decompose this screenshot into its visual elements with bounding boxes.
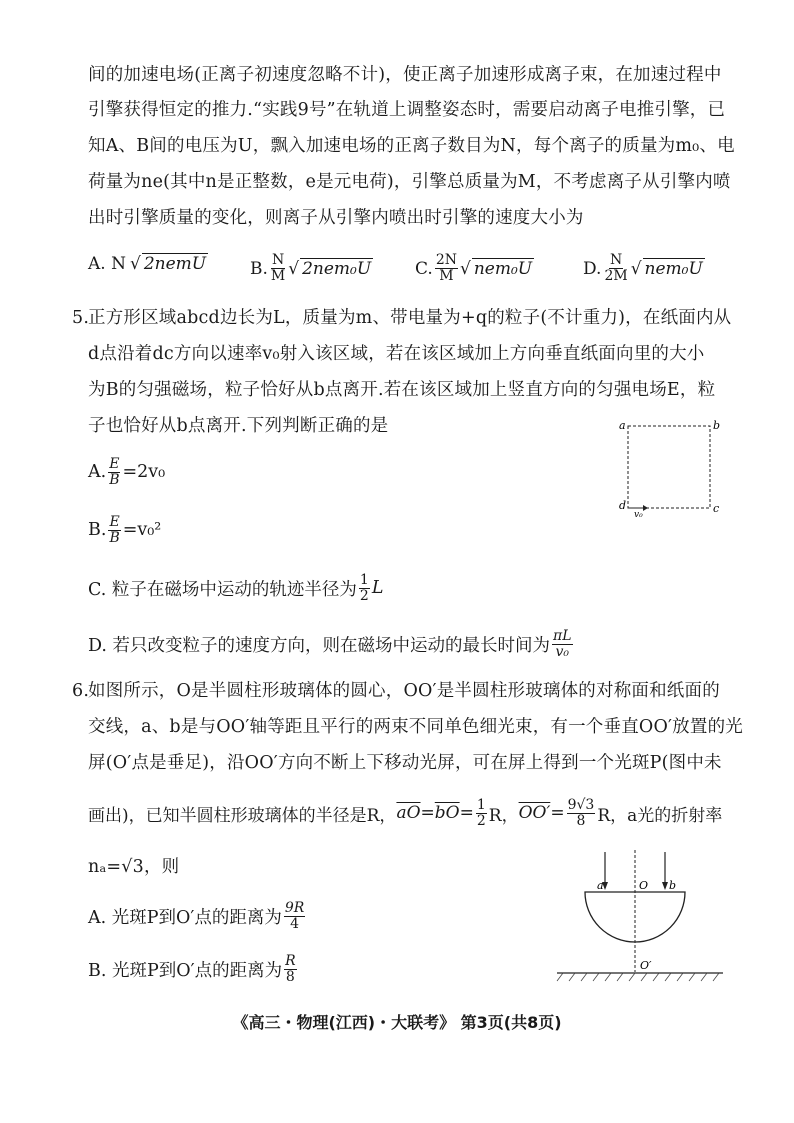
q6-option-a-numerator: 9R [284,899,305,916]
q5-option-d-denominator: v₀ [555,643,570,660]
q6-option-b [88,949,299,989]
page-footer: 《高三・物理(江西)・大联考》 第3页(共8页) [232,1013,562,1032]
q4-option-b: B. $\frac{N}{M}$ √ 2nem₀U [250,252,372,284]
center-o-label: O [639,879,649,892]
q4-option-a-radicand: 2nemU [143,254,207,274]
q6-line-5: nₐ=√3，则 [88,857,180,877]
q5-option-c-denominator: 2 [359,587,369,604]
velocity-label: v₀ [634,510,643,518]
square-region [628,426,710,508]
screen-hatching [557,973,719,981]
q6-option-a-fraction [284,901,305,932]
oo-denominator: 8 [576,812,586,829]
q6-option-b-text: B. 光斑P到O′点的距离为 [88,960,283,981]
q5-option-c-numerator: 1 [359,571,369,588]
q4-option-b-radicand: 2nem₀U [302,259,372,279]
beam-b-arrowhead [662,882,668,890]
q5-option-b-fraction [108,515,120,546]
q5-option-c [88,568,383,608]
q4-option-c-fraction [435,253,458,284]
q5-option-d-text: D. 若只改变粒子的速度方向，则在磁场中运动的最长时间为 [88,635,551,656]
q5-option-b-denominator: B [109,529,120,546]
corner-a-label: a [619,419,626,432]
q5-option-c-tail: L [371,578,384,598]
q6-line-4 [88,791,722,835]
q4-option-d-label: D. [583,258,602,279]
equals-sign: = [420,803,435,823]
equals-sign: = [550,803,565,823]
q5-square-figure [612,414,728,518]
q6-line-1: 如图所示，O是半圆柱形玻璃体的圆心，OO′是半圆柱形玻璃体的对称面和纸面的 [88,681,720,701]
q5-option-b-numerator: E [109,513,120,530]
q4-option-c: C. $\frac{2N}{M}$ √ nem₀U [415,252,533,284]
q5-option-d-fraction [552,629,573,660]
q5-option-a-numerator: E [109,455,120,472]
q5-line-3: 为B的匀强磁场，粒子恰好从b点离开.若在该区域加上竖直方向的匀强电场E，粒 [88,380,716,400]
q5-line-1: 正方形区域abcd边长为L，质量为m、带电量为+q的粒子(不计重力)，在纸面内从 [88,308,732,328]
segment-ao: $\overline{aO}$ [396,803,421,823]
q6-line-4-suffix: R，a光的折射率 [597,805,723,826]
q4-option-d-radicand: nem₀U [644,259,703,279]
q4-line-2: 引擎获得恒定的推力.“实践9号”在轨道上调整姿态时，需要启动离子电推引擎，已 [88,100,726,120]
half-numerator: 1 [476,796,486,813]
q5-option-b [88,510,161,550]
q4-line-4: 荷量为ne(其中n是正整数，e是元电荷)，引擎总质量为M，不考虑离子从引擎内喷 [88,172,731,192]
corner-c-label: c [713,502,720,515]
velocity-arrowhead [643,505,648,511]
q5-option-d [88,624,575,664]
q4-option-d-denominator: 2M [604,268,628,284]
q6-option-a-text: A. 光斑P到O′点的距离为 [88,907,282,928]
q5-number: 5. [72,308,90,328]
foot-o-prime-label: O′ [640,959,652,972]
corner-b-label: b [713,419,721,432]
q6-line-4-prefix: 画出)，已知半圆柱形玻璃体的半径是R， [88,805,397,826]
q4-option-c-denominator: M [439,268,454,284]
q6-option-b-denominator: 8 [285,968,295,985]
beam-a-label: a [597,879,604,892]
q6-option-a [88,896,307,936]
q6-option-b-numerator: R [285,952,296,969]
q4-option-c-radicand: nem₀U [473,259,533,279]
q5-option-a-denominator: B [109,471,120,488]
q5-line-4: 子也恰好从b点离开.下列判断正确的是 [88,416,389,436]
half-denominator: 2 [476,812,486,829]
q4-option-c-numerator: 2N [435,252,457,268]
q5-option-c-fraction [359,573,370,604]
q5-line-2: d点沿着dc方向以速率v₀射入该区域，若在该区域加上方向垂直纸面向里的大小 [88,344,705,364]
q4-option-b-label: B. [250,258,268,279]
q6-line-3: 屏(O′点是垂足)，沿OO′方向不断上下移动光屏，可在屏上得到一个光斑P(图中未 [88,753,722,773]
segment-bo: $\overline{bO}$ [434,803,460,823]
q5-option-a-label: A. [88,462,107,482]
q4-option-d-numerator: N [609,252,623,268]
q4-option-a: A. N √ 2nemU [88,253,207,274]
q4-option-c-label: C. [415,258,433,279]
q5-option-c-text: C. 粒子在磁场中运动的轨迹半径为 [88,579,357,600]
oo-fraction [567,798,596,829]
q4-options [88,253,728,287]
segment-oo-prime: OO′ [518,803,551,823]
half-fraction [476,798,487,829]
q4-option-b-numerator: N [271,252,285,268]
q6-option-a-denominator: 4 [290,915,300,932]
q4-line-3: 知A、B间的电压为U，飘入加速电场的正离子数目为N，每个离子的质量为m₀、电 [88,136,735,156]
q6-glass-figure [553,848,733,984]
q6-option-b-fraction [284,954,297,985]
q6-number: 6. [72,681,90,701]
q4-option-d-fraction [603,253,628,284]
equals-sign: = [459,803,474,823]
q5-option-b-label: B. [88,520,107,540]
q5-option-b-rhs: =v₀² [122,520,162,540]
q6-line-4-mid: R， [488,805,519,826]
corner-d-label: d [619,499,627,512]
q4-option-d: D. $\frac{N}{2M}$ √ nem₀U [583,252,703,284]
q5-option-a-rhs: =2v₀ [122,462,166,482]
q5-option-a [88,452,165,492]
beam-b-label: b [669,879,677,892]
q4-line-5: 出时引擎质量的变化，则离子从引擎内喷出时引擎的速度大小为 [88,208,584,228]
oo-numerator: 9√3 [567,796,595,813]
q4-option-b-fraction [270,253,286,284]
q6-line-2: 交线，a、b是与OO′轴等距且平行的两束不同单色细光束，有一个垂直OO′放置的光 [88,717,743,737]
q5-option-d-numerator: πL [553,627,572,644]
q4-option-b-denominator: M [270,268,286,284]
q5-option-a-fraction [108,457,120,488]
q4-option-a-label: A. N [88,253,126,274]
q4-line-1: 间的加速电场(正离子初速度忽略不计)，使正离子加速形成离子束，在加速过程中 [88,65,722,85]
